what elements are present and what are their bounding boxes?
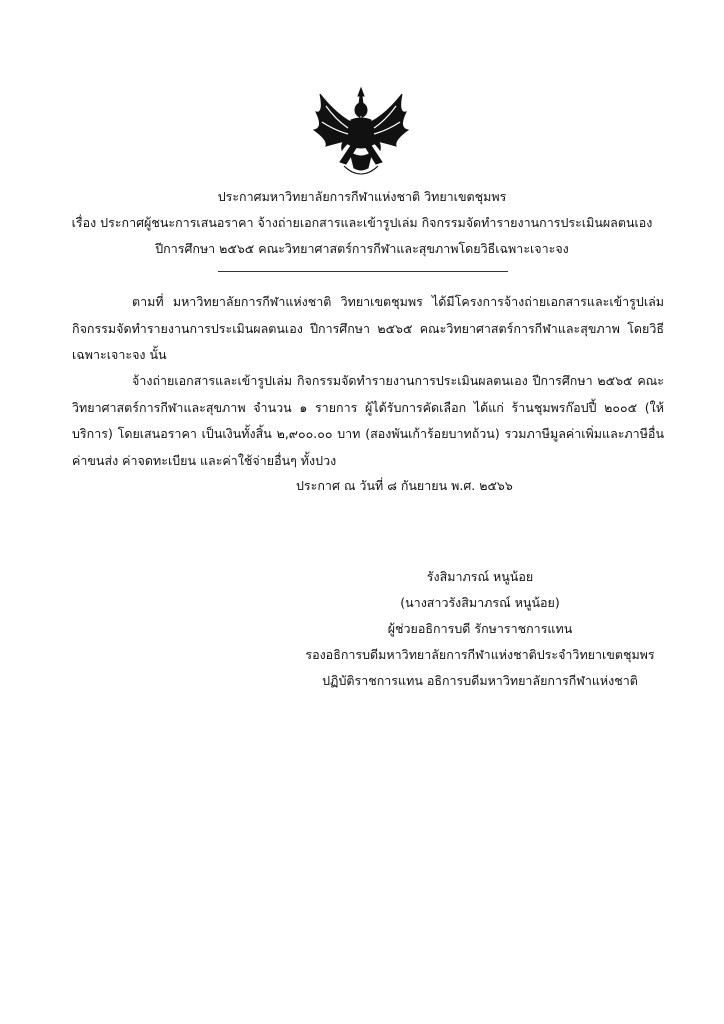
garuda-emblem-icon (306, 84, 416, 184)
announcement-title: ประกาศมหาวิทยาลัยการกีฬาแห่งชาติ วิทยาเขตชุมพร (217, 189, 507, 204)
signatory-position-2: รองอธิการบดีมหาวิทยาลัยการกีฬาแห่งชาติประจำวิทยาเขตชุมพร (305, 647, 655, 662)
signatory-full-name: (นางสาวรังสิมาภรณ์ หนูน้อย) (400, 595, 560, 610)
paragraph-project-text: ตามที่ มหาวิทยาลัยการกีฬาแห่งชาติ วิทยาเขตชุมพร ได้มีโครงการจ้างถ่ายเอกสารและเข้ารูปเล่ม กิจกรรมจัดทำรายงานการประเมินผลตนเอง ปีการศึกษา ๒๕๖๕ คณะวิทยาศาสตร์การกีฬาและสุขภาพ โดยวิธีเฉพาะเจาะจง นั้น (72, 294, 664, 362)
title-divider (218, 271, 508, 272)
paragraph-winner (72, 368, 664, 474)
signed-name: รังสิมาภรณ์ หนูน้อย (426, 569, 534, 584)
paragraph-winner-text: จ้างถ่ายเอกสารและเข้ารูปเล่ม กิจกรรมจัดทำรายงานการประเมินผลตนเอง ปีการศึกษา ๒๕๖๕ คณะวิทยาศาสตร์การกีฬาและสุขภาพ จำนวน ๑ รายการ ผู้ได้รับการคัดเลือก ได้แก่ ร้านชุมพรก๊อปปี้ ๒๐๐๕ (ให้บริการ) โดยเสนอราคา เป็นเงินทั้งสิ้น ๒,๙๐๐.๐๐ บาท (สองพันเก้าร้อยบาทถ้วน) รวมภาษีมูลค่าเพิ่มและภาษีอื่น ค่าขนส่ง ค่าจดทะเบียน และค่าใช้จ่ายอื่นๆ ทั้งปวง (72, 373, 664, 468)
signatory-position-3: ปฏิบัติราชการแทน อธิการบดีมหาวิทยาลัยการกีฬาแห่งชาติ (322, 673, 638, 688)
subject-line-1: เรื่อง ประกาศผู้ชนะการเสนอราคา จ้างถ่ายเอกสารและเข้ารูปเล่ม กิจกรรมจัดทำรายงานการประเมินผลตนเอง (71, 215, 653, 230)
announce-date: ประกาศ ณ วันที่ ๘ กันยายน พ.ศ. ๒๕๖๖ (296, 478, 513, 493)
subject-line-2: ปีการศึกษา ๒๕๖๕ คณะวิทยาศาสตร์การกีฬาและสุขภาพโดยวิธีเฉพาะเจาะจง (155, 241, 569, 256)
signatory-position-1: ผู้ช่วยอธิการบดี รักษาราชการแทน (387, 621, 573, 636)
paragraph-project (72, 289, 664, 369)
